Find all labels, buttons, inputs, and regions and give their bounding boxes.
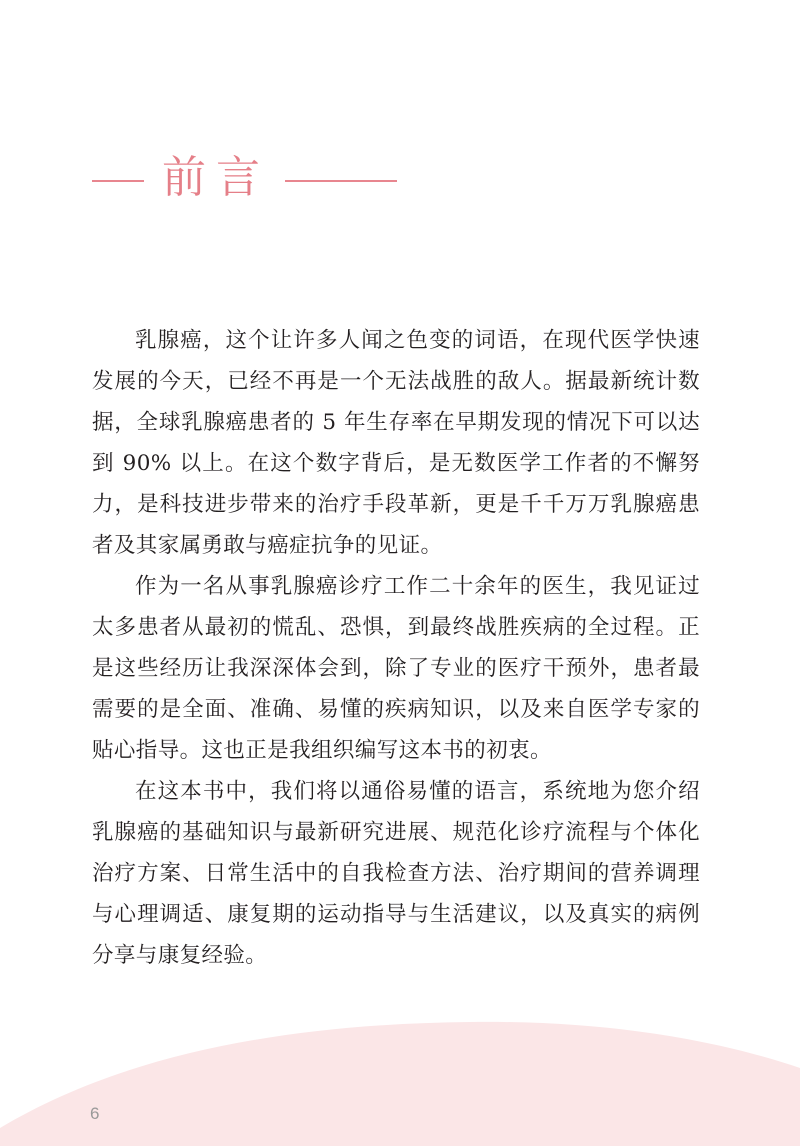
paragraph: 乳腺癌，这个让许多人闻之色变的词语，在现代医学快速发展的今天，已经不再是一个无法战胜的敌人。据最新统计数据，全球乳腺癌患者的 5 年生存率在早期发现的情况下可以达到 90% 以上。在这个数字背后，是无数医学工作者的不懈努力，是科技进步带来的治疗手段革新，更是千千万万乳腺癌患者及其家属勇敢与癌症抗争的见证。 [92,328,700,558]
decorative-wave [0,1020,800,1146]
heading-rule-right [285,180,397,182]
page-number: 6 [90,1104,100,1123]
heading [92,150,412,210]
body-text [92,320,700,976]
paragraph: 作为一名从事乳腺癌诊疗工作二十余年的医生，我见证过太多患者从最初的慌乱、恐惧，到最终战胜疾病的全过程。正是这些经历让我深深体会到，除了专业的医疗干预外，患者最需要的是全面、准确、易懂的疾病知识，以及来自医学专家的贴心指导。这也正是我组织编写这本书的初衷。 [92,574,700,763]
heading-rule-left [92,180,144,182]
paragraph: 在这本书中，我们将以通俗易懂的语言，系统地为您介绍乳腺癌的基础知识与最新研究进展、规范化诊疗流程与个体化治疗方案、日常生活中的自我检查方法、治疗期间的营养调理与心理调适、康复期的运动指导与生活建议，以及真实的病例分享与康复经验。 [92,779,700,968]
page-title: 前言 [162,152,270,203]
